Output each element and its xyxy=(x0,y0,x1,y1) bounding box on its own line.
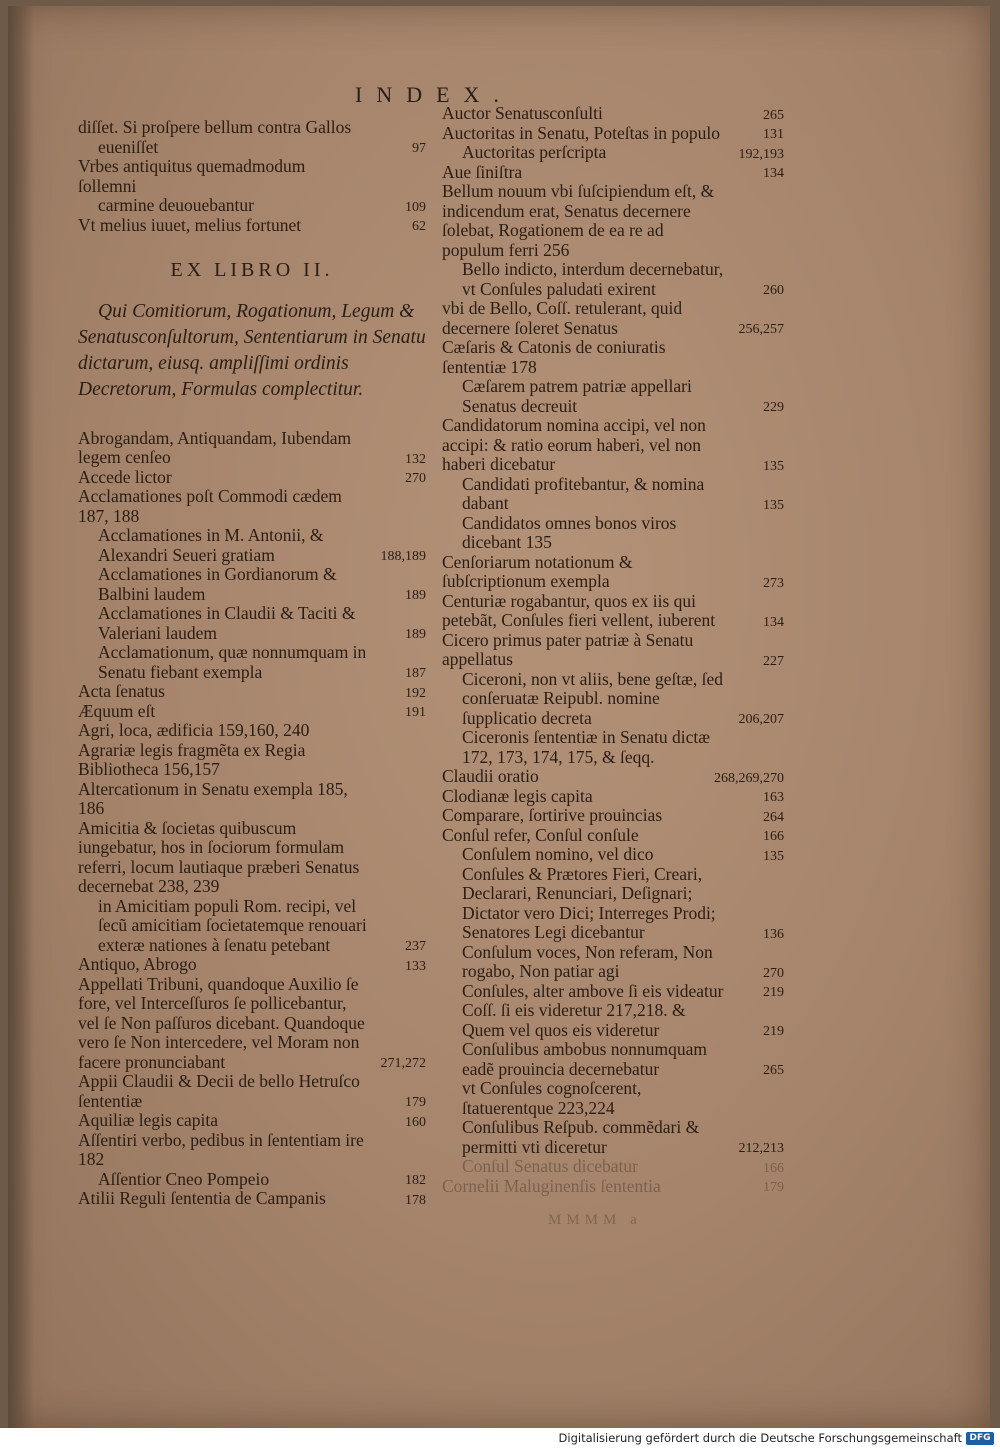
right-entries xyxy=(442,104,784,1196)
index-entry xyxy=(462,1118,784,1157)
entry-text: Acclamationes poſt Commodi cædem 187, 188 xyxy=(78,486,342,526)
entry-page-ref: 62 xyxy=(412,219,426,234)
dfg-logo-icon: DFG xyxy=(966,1432,994,1445)
entry-page-ref: 191 xyxy=(405,705,426,720)
entry-text: Amicitia & ſocietas quibuscum iungebatur, hos in ſociorum formulam referri, locum lautiaque præberi Senatus decernebat 238, 239 xyxy=(78,817,360,896)
index-entry xyxy=(78,216,426,236)
entry-text: Aue ſiniſtra xyxy=(442,161,523,182)
entry-text: Aquiliæ legis capita xyxy=(78,1110,218,1130)
index-entry xyxy=(442,299,784,338)
index-entry xyxy=(98,565,426,604)
left-entries xyxy=(78,429,426,1209)
index-entry xyxy=(78,157,426,196)
entry-text: carmine deuouebantur xyxy=(98,195,254,215)
page-header: INDEX. xyxy=(355,82,513,107)
index-entry xyxy=(98,526,426,565)
entry-text: Acclamationes in Gordianorum & Balbini laudem xyxy=(98,564,337,604)
index-entry xyxy=(462,475,784,514)
index-entry xyxy=(78,955,426,975)
entry-text: Coſſ. ſi eis videretur 217,218. & Quem vel quos eis videretur xyxy=(462,1000,686,1040)
entry-text: vbi de Bello, Coſſ. retulerant, quid decernere ſoleret Senatus xyxy=(442,298,683,338)
index-entry xyxy=(462,943,784,982)
index-entry xyxy=(462,260,784,299)
entry-page-ref: 179 xyxy=(763,1180,784,1195)
index-entry xyxy=(442,787,784,807)
entry-text: Conſulibus ambobus nonnumquam eadẽ prouincia decernebatur xyxy=(462,1039,707,1079)
index-entry xyxy=(78,702,426,722)
entry-text: Conſulibus Reſpub. commẽdari & permitti vti diceretur xyxy=(462,1117,700,1157)
entry-text: Cæſarem patrem patriæ appellari Senatus decreuit xyxy=(462,376,692,416)
index-entry xyxy=(98,1170,426,1190)
entry-page-ref: 135 xyxy=(763,848,784,864)
entry-text: Acclamationum, quæ nonnumquam in Senatu fiebant exempla xyxy=(98,642,367,682)
entry-page-ref: 189 xyxy=(405,588,426,603)
entry-page-ref: 270 xyxy=(763,965,784,981)
index-entry xyxy=(78,819,426,897)
entry-page-ref: 237 xyxy=(405,939,426,954)
index-entry xyxy=(78,468,426,488)
index-entry xyxy=(442,163,784,183)
entry-text: Acclamationes in M. Antonii, & Alexandri Seueri gratiam xyxy=(98,525,324,565)
entry-page-ref: 264 xyxy=(763,809,784,825)
signature-mark: MMMM a xyxy=(548,1212,642,1228)
entry-page-ref: 212,213 xyxy=(738,1141,784,1156)
entry-text: Conſules, alter ambove ſi eis videatur xyxy=(462,980,724,1001)
page-gutter xyxy=(8,6,34,1428)
index-entry xyxy=(462,728,784,767)
entry-page-ref: 229 xyxy=(763,400,784,415)
entry-text: Centuriæ rogabantur, quos ex iis qui petebãt, Conſules fieri vellent, iuberent xyxy=(442,590,716,630)
entry-text: Æquum eſt xyxy=(78,700,156,721)
index-entry xyxy=(78,1131,426,1170)
index-entry xyxy=(98,604,426,643)
entry-text: Auctoritas perſcripta xyxy=(462,142,607,162)
footer-credit: Digitalisierung gefördert durch die Deutsche Forschungsgemeinschaft xyxy=(558,1431,962,1445)
entry-page-ref: 189 xyxy=(405,627,426,642)
entry-text: Candidatos omnes bonos viros dicebant 135 xyxy=(462,512,677,552)
index-entry xyxy=(462,1001,784,1040)
entry-text: in Amicitiam populi Rom. recipi, vel ſecũ amicitiam ſocietatemque renouari exteræ nationes à ſenatu petebant xyxy=(98,895,367,955)
entry-text: Accede lictor xyxy=(78,466,172,487)
entry-text: Atilii Reguli ſententia de Campanis xyxy=(78,1188,326,1208)
index-entry xyxy=(462,514,784,553)
entry-text: eueniſſet xyxy=(98,136,159,157)
index-entry xyxy=(442,182,784,260)
entry-text: Conſul Senatus dicebatur xyxy=(462,1156,638,1176)
entry-page-ref: 265 xyxy=(763,1063,784,1078)
entry-text: Vrbes antiquitus quemadmodum ſollemni xyxy=(78,156,306,196)
entry-page-ref: 268,269,270 xyxy=(714,770,784,786)
entry-text: Clodianæ legis capita xyxy=(442,785,593,806)
entry-text: Claudii oratio xyxy=(442,766,539,786)
index-entry xyxy=(442,338,784,377)
index-entry xyxy=(462,982,784,1002)
index-entry xyxy=(442,416,784,475)
index-entry xyxy=(442,1177,784,1197)
entry-text: Ciceronis ſententiæ in Senatu dictæ 172, 173, 174, 175, & ſeqq. xyxy=(462,727,710,767)
entry-page-ref: 109 xyxy=(405,199,426,215)
entry-page-ref: 131 xyxy=(763,127,784,142)
entry-page-ref: 256,257 xyxy=(738,322,784,337)
entry-text: Aſſentiri verbo, pedibus in ſententiam ire 182 xyxy=(78,1129,364,1169)
index-entry xyxy=(78,721,426,741)
index-entry xyxy=(78,1189,426,1209)
index-entry xyxy=(78,487,426,526)
index-entry xyxy=(78,780,426,819)
entry-text: Bellum nouum vbi ſuſcipiendum eſt, & indicendum erat, Senatus decernere ſolebat, Rogationem de ea re ad populum ferri 256 xyxy=(442,181,715,260)
section-title: EX LIBRO II. xyxy=(170,259,334,281)
right-column xyxy=(442,104,784,1196)
entry-page-ref: 135 xyxy=(763,458,784,474)
entry-page-ref: 163 xyxy=(763,790,784,805)
index-entry xyxy=(462,1079,784,1118)
entry-text: Aſſentior Cneo Pompeio xyxy=(98,1168,270,1189)
entry-text: Cenſoriarum notationum & ſubſcriptionum exempla xyxy=(442,551,633,591)
entry-text: Antiquo, Abrogo xyxy=(78,954,197,974)
index-entry xyxy=(78,682,426,702)
entry-page-ref: 187 xyxy=(405,666,426,681)
index-entry xyxy=(462,377,784,416)
entry-page-ref: 133 xyxy=(405,958,426,974)
entry-text: Agrariæ legis fragmẽta ex Regia Bibliotheca 156,157 xyxy=(78,739,306,779)
entry-text: diſſet. Si proſpere bellum contra Gallos xyxy=(78,117,352,137)
entry-text: Bello indicto, interdum decernebatur, vt Conſules paludati exirent xyxy=(462,259,724,299)
footer-bar xyxy=(0,1428,1000,1449)
entry-text: Ciceroni, non vt aliis, bene geſtæ, ſed conſeruatæ Reipubl. nomine ſupplicatio decreta xyxy=(462,668,723,728)
entry-text: Auctoritas in Senatu, Poteſtas in populo xyxy=(442,122,721,143)
index-entry xyxy=(462,1157,784,1177)
index-entry xyxy=(78,118,426,138)
entry-text: Cornelii Maluginenſis ſententia xyxy=(442,1175,661,1196)
entry-page-ref: 97 xyxy=(412,141,426,156)
entry-text: Altercationum in Senatu exempla 185, 186 xyxy=(78,778,348,818)
entry-text: Agri, loca, ædificia 159,160, 240 xyxy=(78,720,310,740)
index-entry xyxy=(442,104,784,124)
index-entry xyxy=(98,643,426,682)
entry-page-ref: 271,272 xyxy=(380,1056,426,1071)
index-entry xyxy=(462,1040,784,1079)
index-entry xyxy=(442,124,784,144)
entry-text: Acta ſenatus xyxy=(78,681,165,701)
entry-text: Appellati Tribuni, quandoque Auxilio ſe fore, vel Interceſſuros ſe pollicebantur, vel ſe Non paſſuros dicebant. Quandoque vero ſe Non intercedere, vel Moram non facere pronunciabant xyxy=(78,973,365,1072)
index-entry xyxy=(78,741,426,780)
entry-page-ref: 136 xyxy=(763,926,784,942)
entry-page-ref: 192 xyxy=(405,685,426,701)
entry-page-ref: 135 xyxy=(763,497,784,513)
entry-page-ref: 134 xyxy=(763,614,784,630)
index-entry xyxy=(98,196,426,216)
entry-page-ref: 206,207 xyxy=(738,712,784,727)
index-entry xyxy=(98,138,426,158)
index-entry xyxy=(462,670,784,729)
entry-page-ref: 178 xyxy=(405,1192,426,1208)
entry-text: Conſulum voces, Non referam, Non rogabo, Non patiar agi xyxy=(462,941,713,981)
entry-page-ref: 166 xyxy=(763,829,784,844)
entry-page-ref: 192,193 xyxy=(738,146,784,162)
entry-text: Candidatorum nomina accipi, vel non accipi: & ratio eorum haberi, vel non haberi dicebatur xyxy=(442,415,706,474)
index-entry xyxy=(442,767,784,787)
index-entry xyxy=(98,897,426,956)
entry-page-ref: 166 xyxy=(763,1160,784,1176)
entry-text: Cæſaris & Catonis de coniuratis ſententiæ 178 xyxy=(442,337,666,377)
index-entry xyxy=(442,826,784,846)
entry-text: Conſules & Prætores Fieri, Creari, Declarari, Renunciari, Deſignari; Dictator vero Dici; Interreges Prodi; Senatores Legi dicebantur xyxy=(462,863,716,942)
entry-text: Vt melius iuuet, melius fortunet xyxy=(78,214,302,235)
index-entry xyxy=(462,845,784,865)
entry-page-ref: 227 xyxy=(763,653,784,669)
entry-text: Comparare, ſortirive prouincias xyxy=(442,805,663,825)
entry-page-ref: 134 xyxy=(763,166,784,181)
entry-page-ref: 132 xyxy=(405,451,426,467)
entry-text: Abrogandam, Antiquandam, Iubendam legem cenſeo xyxy=(78,427,352,467)
entry-text: Candidati profitebantur, & nomina dabant xyxy=(462,473,705,513)
index-entry xyxy=(462,143,784,163)
entry-page-ref: 179 xyxy=(405,1095,426,1110)
index-entry xyxy=(442,806,784,826)
entry-page-ref: 260 xyxy=(763,283,784,298)
index-entry xyxy=(442,592,784,631)
entry-text: Cicero primus pater patriæ à Senatu appellatus xyxy=(442,629,694,669)
entry-text: Acclamationes in Claudii & Taciti & Valeriani laudem xyxy=(98,603,356,643)
entry-text: Conſulem nomino, vel dico xyxy=(462,844,654,864)
entry-text: Auctor Senatusconſulti xyxy=(442,103,603,123)
entry-page-ref: 160 xyxy=(405,1114,426,1130)
index-entry xyxy=(78,1111,426,1131)
left-column xyxy=(78,118,426,1209)
index-entry xyxy=(78,429,426,468)
entry-page-ref: 273 xyxy=(763,575,784,591)
entry-page-ref: 219 xyxy=(763,985,784,1000)
entry-page-ref: 219 xyxy=(763,1024,784,1039)
index-entry xyxy=(442,553,784,592)
entry-page-ref: 265 xyxy=(763,107,784,123)
section-subtitle: Qui Comitiorum, Rogationum, Legum & Senatusconſultorum, Sententiarum in Senatu dictarum, eiusq. ampliſſimi ordinis Decretorum, Formulas complectitur. xyxy=(78,300,426,400)
entry-text: vt Conſules cognoſcerent, ſtatuerentque 223,224 xyxy=(462,1078,642,1118)
entry-page-ref: 188,189 xyxy=(380,549,426,564)
entry-text: Appii Claudii & Decii de bello Hetruſco ſententiæ xyxy=(78,1071,360,1111)
entry-page-ref: 270 xyxy=(405,471,426,486)
index-entry xyxy=(462,865,784,943)
index-entry xyxy=(442,631,784,670)
index-entry xyxy=(78,1072,426,1111)
entry-page-ref: 182 xyxy=(405,1173,426,1188)
left-top-entries xyxy=(78,118,426,235)
entry-text: Conſul refer, Conſul conſule xyxy=(442,824,639,845)
index-entry xyxy=(78,975,426,1073)
